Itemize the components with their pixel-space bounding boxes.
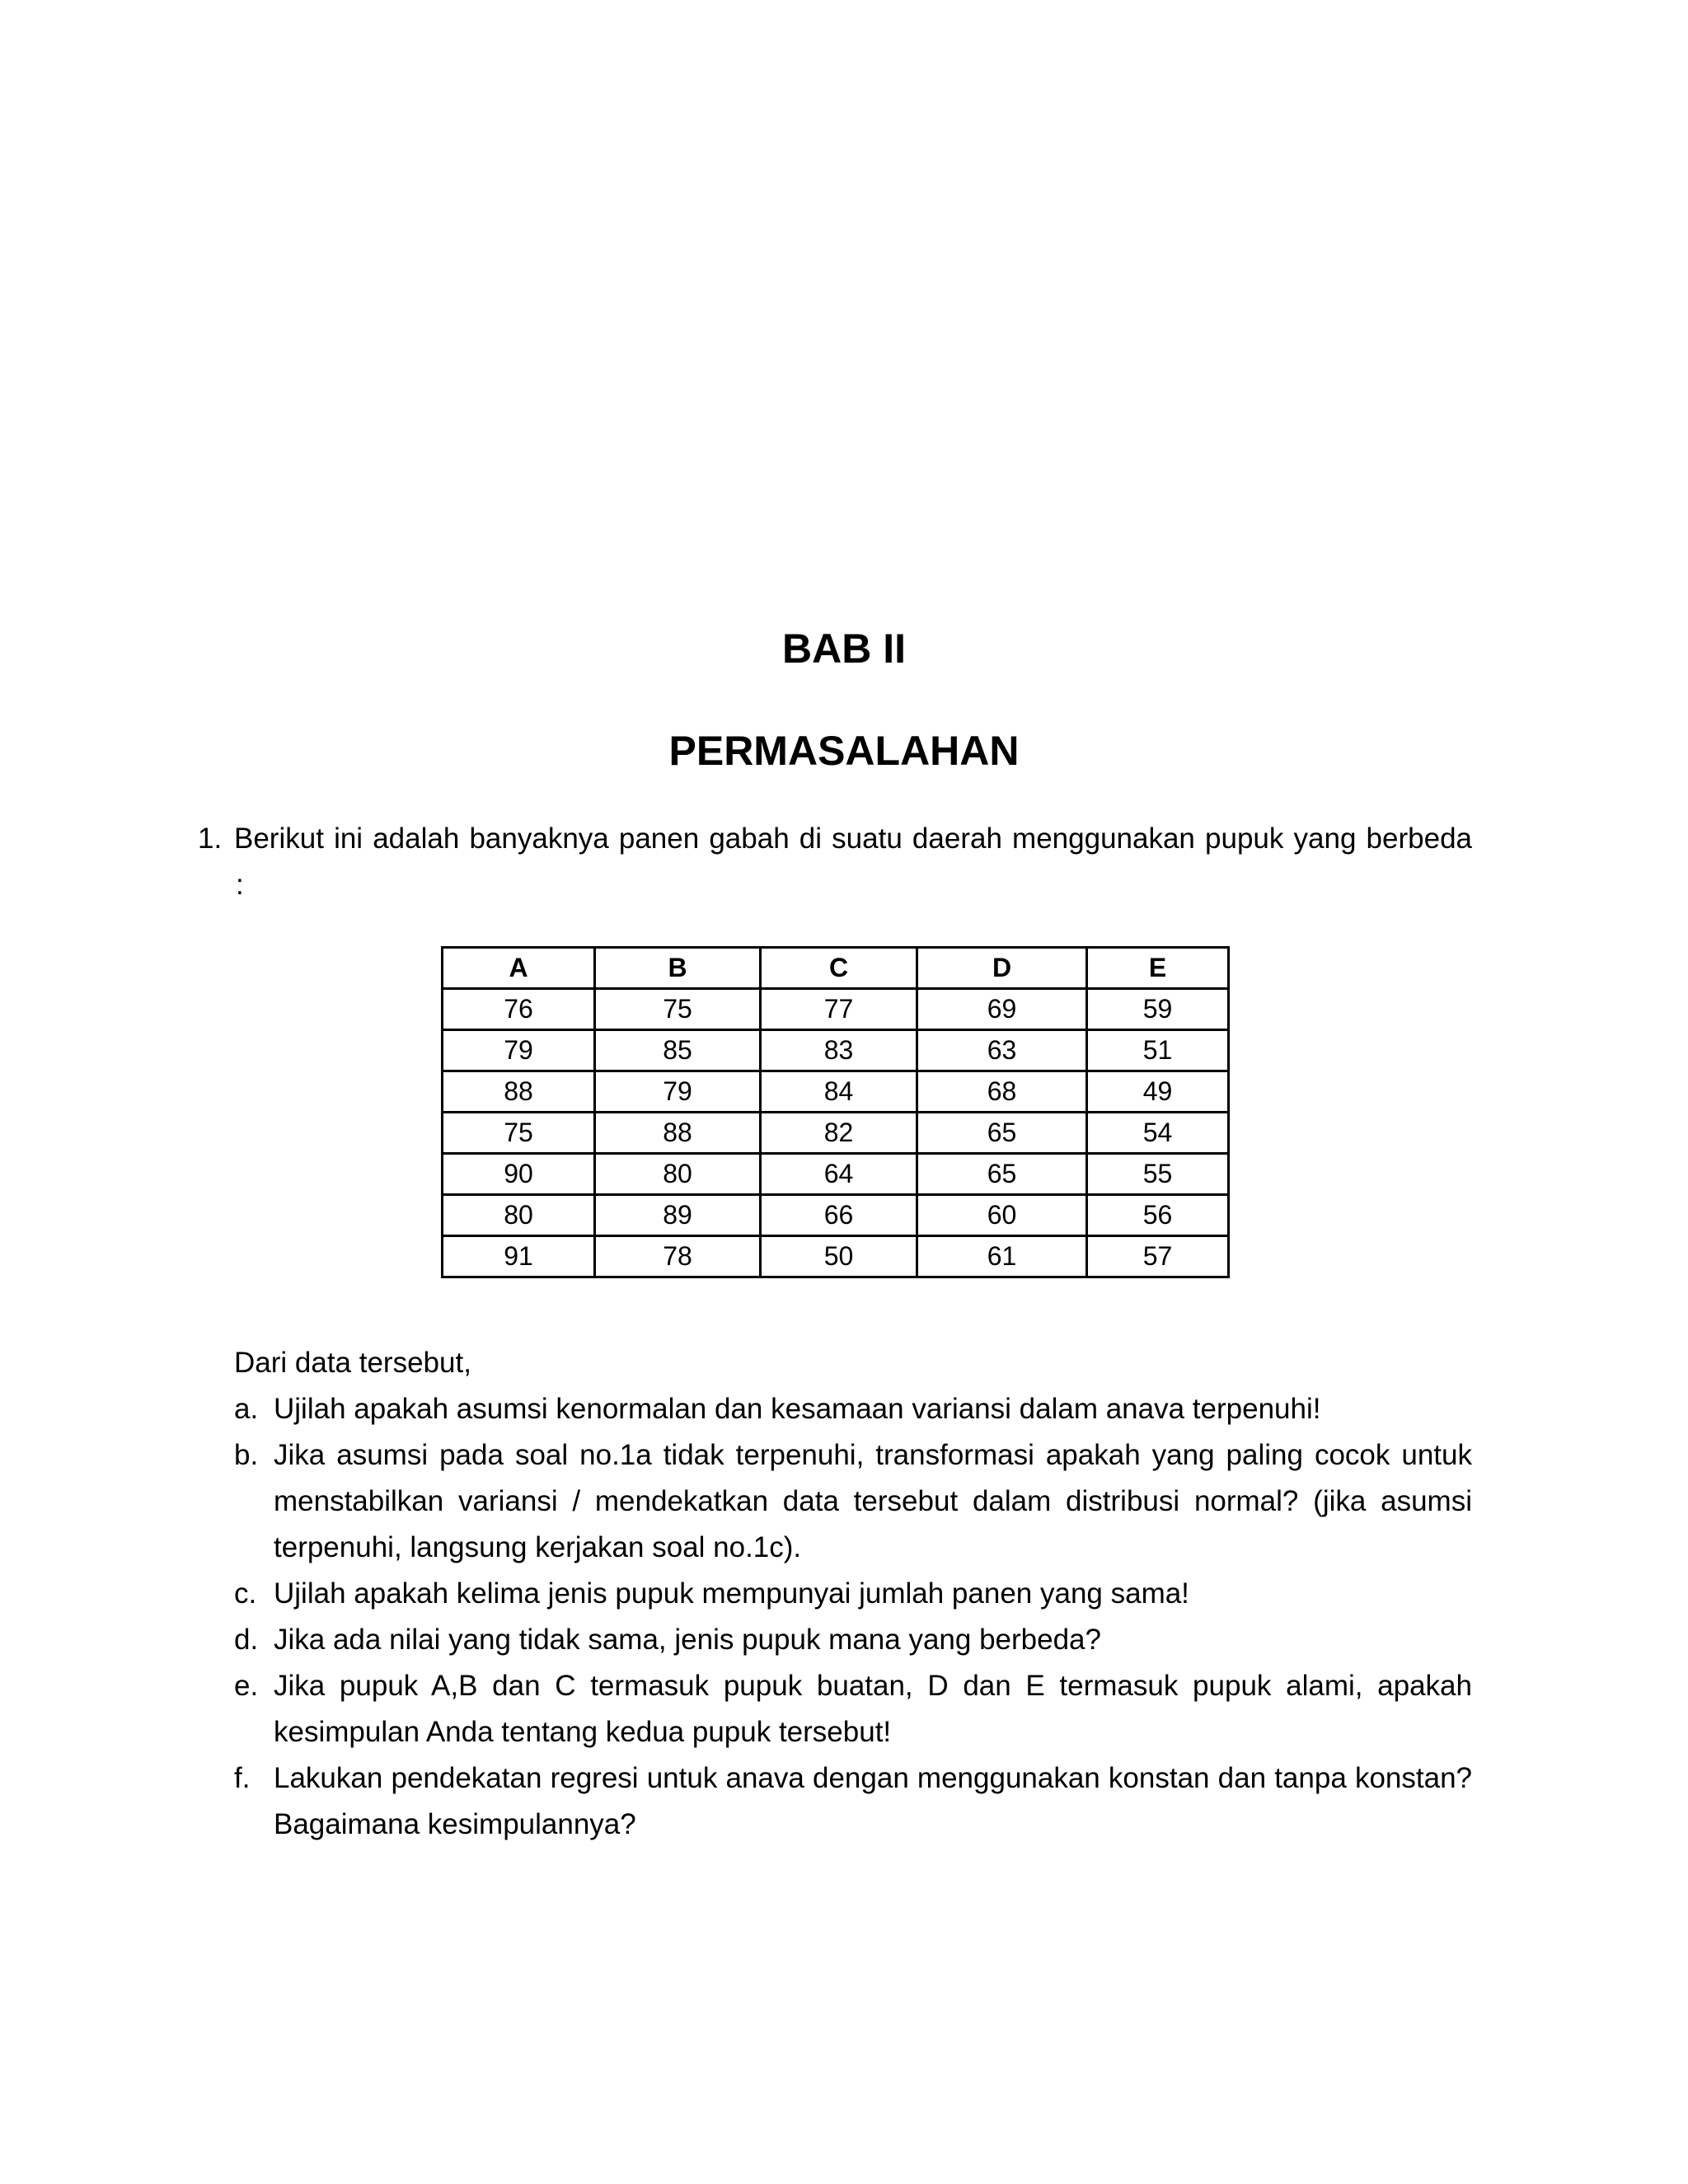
subquestion-text: Lakukan pendekatan regresi untuk anava dengan menggunakan konstan dan tanpa konstan? Bagaimana kesimpulannya? [274,1762,1472,1840]
table-cell: 88 [443,1071,595,1113]
table-cell: 79 [443,1030,595,1071]
subquestion-text: Ujilah apakah kelima jenis pupuk mempunyai jumlah panen yang sama! [274,1577,1189,1610]
table-cell: 56 [1087,1195,1229,1236]
table-row [443,1030,1229,1071]
subquestion-marker: f. [234,1762,251,1794]
subquestion-marker: d. [234,1624,259,1656]
table-cell: 61 [917,1236,1087,1277]
table-cell: 68 [917,1071,1087,1113]
subquestion-marker: c. [234,1577,257,1610]
subquestion-marker: e. [234,1670,259,1702]
subquestion-marker: a. [234,1393,259,1425]
table-cell: 54 [1087,1113,1229,1154]
table-cell: 90 [443,1154,595,1195]
table-row [443,1154,1229,1195]
table-cell: 65 [917,1113,1087,1154]
table-cell: 77 [761,989,917,1030]
table-row [443,1071,1229,1113]
table-cell: 66 [761,1195,917,1236]
table-cell: 65 [917,1154,1087,1195]
table-cell: 75 [443,1113,595,1154]
table-cell: 88 [595,1113,761,1154]
column-header-a: A [443,948,595,989]
column-header-c: C [761,948,917,989]
table-cell: 91 [443,1236,595,1277]
subquestion-item [234,1571,1472,1617]
table-cell: 85 [595,1030,761,1071]
table-row [443,989,1229,1030]
subquestion-item [234,1663,1472,1755]
subquestion-item [234,1617,1472,1663]
question-colon: : [236,869,244,901]
table-cell: 82 [761,1113,917,1154]
table-cell: 50 [761,1236,917,1277]
subquestion-text: Jika pupuk A,B dan C termasuk pupuk buatan, D dan E termasuk pupuk alami, apakah kesimpulan Anda tentang kedua pupuk tersebut! [274,1670,1472,1748]
table-header-row [443,948,1229,989]
column-header-e: E [1087,948,1229,989]
subquestion-text: Jika ada nilai yang tidak sama, jenis pupuk mana yang berbeda? [274,1624,1101,1656]
table-cell: 76 [443,989,595,1030]
subquestion-item [234,1755,1472,1848]
table-cell: 57 [1087,1236,1229,1277]
table-cell: 64 [761,1154,917,1195]
table-cell: 79 [595,1071,761,1113]
table-cell: 89 [595,1195,761,1236]
table-cell: 63 [917,1030,1087,1071]
table-row [443,1195,1229,1236]
column-header-b: B [595,948,761,989]
intro-text: Dari data tersebut, [234,1347,471,1379]
table-cell: 84 [761,1071,917,1113]
question-number: 1. [198,823,223,855]
table-cell: 49 [1087,1071,1229,1113]
table-cell: 80 [595,1154,761,1195]
chapter-title: PERMASALAHAN [668,728,1020,774]
table-cell: 69 [917,989,1087,1030]
table-row [443,1236,1229,1277]
subquestion-item [234,1432,1472,1571]
subquestion-text: Jika asumsi pada soal no.1a tidak terpenuhi, transformasi apakah yang paling cocok untuk menstabilkan variansi / mendekatkan data tersebut dalam distribusi normal? (jika asumsi terpenuhi, langsung kerjakan soal no.1c). [274,1439,1472,1563]
chapter-number: BAB II [782,626,906,672]
harvest-table [441,946,1230,1278]
subquestion-text: Ujilah apakah asumsi kenormalan dan kesamaan variansi dalam anava terpenuhi! [274,1393,1321,1425]
subquestion-marker: b. [234,1439,259,1471]
table-cell: 60 [917,1195,1087,1236]
column-header-d: D [917,948,1087,989]
subquestion-list [234,1386,1472,1848]
table-cell: 78 [595,1236,761,1277]
table-cell: 51 [1087,1030,1229,1071]
table-cell: 59 [1087,989,1229,1030]
table-cell: 83 [761,1030,917,1071]
table-cell: 75 [595,989,761,1030]
table-row [443,1113,1229,1154]
subquestion-item [234,1386,1472,1432]
table-cell: 55 [1087,1154,1229,1195]
question-text: Berikut ini adalah banyaknya panen gabah di suatu daerah menggunakan pupuk yang berbeda [234,823,1472,855]
table-cell: 80 [443,1195,595,1236]
